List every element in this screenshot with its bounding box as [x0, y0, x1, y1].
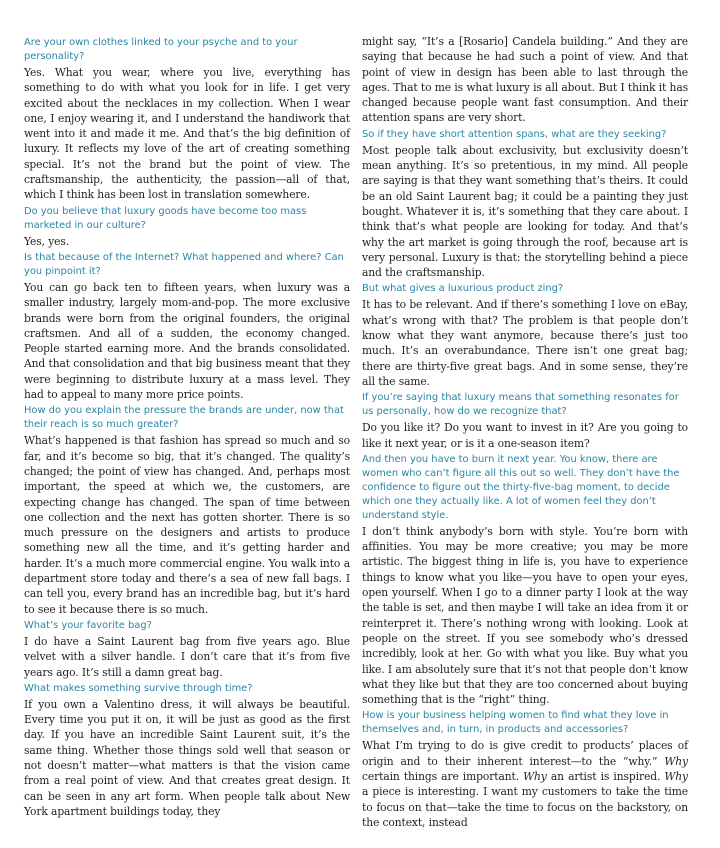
interview-answer: If you own a Valentino dress, it will always be beautiful. Every time you put it on, it will be just as good as the first day. If you have an incredible Saint Laurent suit, it’s the same thing. Whether those things sold well that season or not doesn’t matter—what matters is that the vision came from a real point of view. And that creates great design. It can be seen in any art form. When people talk about New York apartment buildings today, they [24, 697, 350, 818]
interview-question: But what gives a luxurious product zing? [362, 283, 564, 295]
interview-question: What makes something survive through time? [24, 682, 253, 694]
interview-question: Are your own clothes linked to your psyche and to your personality? [24, 37, 298, 62]
interview-question: And then you have to burn it next year. You know, there are women who can’t figure all this out so well. They don’t have the confidence to figure out the thirty-five-bag moment, to decide which one they actually like. A lot of women feel they don’t understand style. [362, 453, 680, 521]
answer-text: an artist is inspired. [546, 769, 665, 783]
interview-answer: Yes, yes. [24, 234, 70, 248]
interview-answer: You can go back ten to fifteen years, when luxury was a smaller industry, largely mom-and-pop. The more exclusive brands were born from the original founders, the original craftsmen. And all of a sudden, the economy changed. People started earning more. And the brands consolidated. And that consolidation and that big business meant that they were beginning to distribute luxury at a mass level. They had to appeal to many more price points. [24, 280, 350, 402]
interview-question: Do you believe that luxury goods have become too mass marketed in our culture? [24, 205, 307, 231]
interview-question: So if they have short attention spans, what are they seeking? [362, 128, 667, 140]
emphasis-text: Why [523, 769, 547, 783]
answer-text: a piece is interesting. I want my customers to take the time to focus on that—take the time to focus on the backstory, on the context, instead [362, 785, 688, 829]
interview-answer: What’s happened is that fashion has spread so much and so far, and it’s become so big, that it’s changed. The quality’s changed; the point of view has changed. And, perhaps most important, the speed at which we, the customers, are expecting change has changed. The span of time between one collection and the next has gotten shorter. There is so much pressure on the designers and artists to produce something new all the time, and it’s getting harder and harder. It’s a much more commercial engine. You walk into a department store today and there’s a sea of new fall bags. I can tell you, every brand has an incredible bag, but it’s hard to see it because there is so much. [24, 434, 350, 616]
answer-text: certain things are important. [362, 769, 524, 783]
interview-answer: Most people talk about exclusivity, but exclusivity doesn’t mean anything. It’s so pretentious, in my mind. All people are saying is that they want something that’s theirs. It could be an old Saint Laurent bag; it could be a painting they just bought. Whatever it is, it’s something that they care about. I think that’s what people are looking for today. And that’s why the art market is going through the roof, because art is very personal. Luxury is that: the storytelling behind a piece and the craftsmanship. [362, 143, 688, 280]
interview-answer: I do have a Saint Laurent bag from five years ago. Blue velvet with a silver handle. I don’t care that it’s from five years ago. It’s still a damn great bag. [24, 634, 350, 679]
interview-question: How do you explain the pressure the brands are under, now that their reach is so much greater? [24, 405, 344, 431]
interview-answer: might say, “It’s a [Rosario] Candela building.” And they are saying that because he had such a point of view. And that point of view in design has been able to last through the ages. That to me is what luxury is all about. But I think it has changed because people want fast consumption. And their attention spans are very short. [362, 35, 688, 125]
emphasis-text: Why [664, 754, 688, 768]
left-column [24, 34, 350, 820]
interview-answer: It has to be relevant. And if there’s something I love on eBay, what’s wrong with that? The problem is that people don’t know what they want anymore, because there’s just too much. It’s an overabundance. There isn’t one great bag; there are thirty-five great bags. And in some sense, they’re all the same. [362, 298, 688, 388]
right-column [362, 34, 688, 831]
interview-answer: Yes. What you wear, where you live, everything has something to do with what you look for in life. I get very excited about the necklaces in my collection. When I wear one, I enjoy wearing it, and I understand the handiwork that went into it and made it me. And that’s the big definition of luxury. It reflects my love of the art of creating something special. It’s not the brand but the point of view. The craftsmanship, the authenticity, the passion—all of that, which I think has been lost in translation somewhere. [24, 66, 350, 202]
interview-answer: I don’t think anybody’s born with style. You’re born with affinities. You may be more creative; you may be more artistic. The biggest thing in life is, you have to experience things to know what you like—you have to open your eyes, open yourself. When I go to a dinner party I look at the way the table is set, and then maybe I will take an idea from it or reinterpret it. There’s nothing wrong with looking. Look at people on the street. If you see somebody who’s dressed incredibly, look at her. Go with what you like. Buy what you like. I am absolutely sure that it’s not that people don’t know what they like but that they are too concerned about buying something that is the “right” thing. [362, 524, 688, 707]
interview-question: How is your business helping women to find what they love in themselves and, in turn, in products and accessories? [362, 710, 669, 736]
emphasis-text: Why [664, 769, 688, 783]
interview-question: If you’re saying that luxury means that something resonates for us personally, how do we recognize that? [362, 392, 679, 418]
interview-question: What’s your favorite bag? [24, 619, 152, 631]
interview-answer: Do you like it? Do you want to invest in it? Are you going to like it next year, or is it a one-season item? [362, 421, 688, 450]
interview-question: Is that because of the Internet? What happened and where? Can you pinpoint it? [24, 251, 344, 277]
interview-answer [362, 738, 688, 830]
answer-text: What I’m trying to do is give credit to products’ places of origin and to their inherent interest—to the “why.” [362, 739, 688, 768]
